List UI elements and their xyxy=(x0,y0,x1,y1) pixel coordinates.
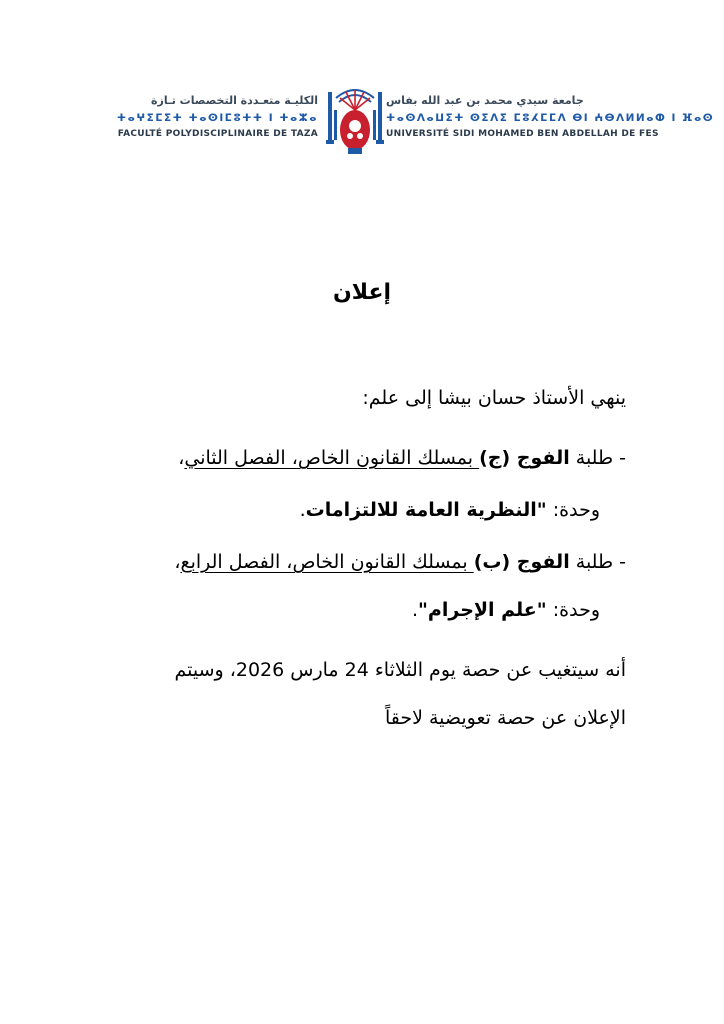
item-bullet: - xyxy=(613,447,626,469)
unit-label: وحدة: xyxy=(546,499,600,521)
unit-end: . xyxy=(299,499,306,521)
item-prefix: طلبة xyxy=(569,551,614,573)
item-prefix: طلبة xyxy=(569,447,614,469)
unit-line-group-b xyxy=(60,596,600,624)
university-name-french: UNIVERSITÉ SIDI MOHAMED BEN ABDELLAH DE FES xyxy=(386,129,659,139)
university-emblem-icon xyxy=(324,80,386,160)
track-semester: بمسلك القانون الخاص، الفصل الثاني xyxy=(184,447,480,469)
page-title: إعلان xyxy=(332,280,392,305)
letterhead xyxy=(0,80,724,160)
faculty-name-arabic: الكليـة متعـددة التخصصات تـازة xyxy=(151,94,318,107)
unit-label: وحدة: xyxy=(546,599,600,621)
unit-name: "النظرية العامة للالتزامات xyxy=(305,499,547,521)
faculty-name-tifinagh: ⵜⴰⵖⵉⵎⵉⵜ ⵜⴰⵙⵏⵎⵓⵜⵜ ⵏ ⵜⴰⵣⴰ xyxy=(116,112,318,124)
university-name-block xyxy=(386,94,715,139)
university-name-tifinagh: ⵜⴰⵙⴷⴰⵡⵉⵜ ⵙⵉⴷⵉ ⵎⵓⵃⵎⵎⴷ ⴱⵏ ⵄⴱⴷⵍⵍⴰⵀ ⵏ ⴼⴰⵙ xyxy=(386,112,715,124)
group-label: الفوج (ج) xyxy=(479,447,570,469)
notice-line-1: أنه سيتغيب عن حصة يوم الثلاثاء 24 مارس 2026، وسيتم xyxy=(174,659,626,681)
unit-line-group-j xyxy=(60,496,600,524)
notice-line-2: الإعلان عن حصة تعويضية لاحقاً xyxy=(384,707,626,729)
faculty-name-block xyxy=(88,94,318,139)
list-item-group-j xyxy=(86,444,626,472)
track-semester: بمسلك القانون الخاص، الفصل الرابع xyxy=(180,551,474,573)
faculty-name-french: FACULTÉ POLYDISCIPLINAIRE DE TAZA xyxy=(117,129,318,139)
list-item-group-b xyxy=(86,548,626,576)
item-bullet: - xyxy=(613,551,626,573)
item-suffix: ، xyxy=(174,551,181,573)
university-name-arabic: جامعة سيدي محمد بن عبد الله بفاس xyxy=(386,94,584,107)
intro-line: ينهي الأستاذ حسان بيشا إلى علم: xyxy=(362,387,626,409)
unit-end: . xyxy=(411,599,419,621)
item-suffix: ، xyxy=(178,447,185,469)
group-label: الفوج (ب) xyxy=(473,551,570,573)
unit-name: "علم الإجرام" xyxy=(418,599,547,621)
